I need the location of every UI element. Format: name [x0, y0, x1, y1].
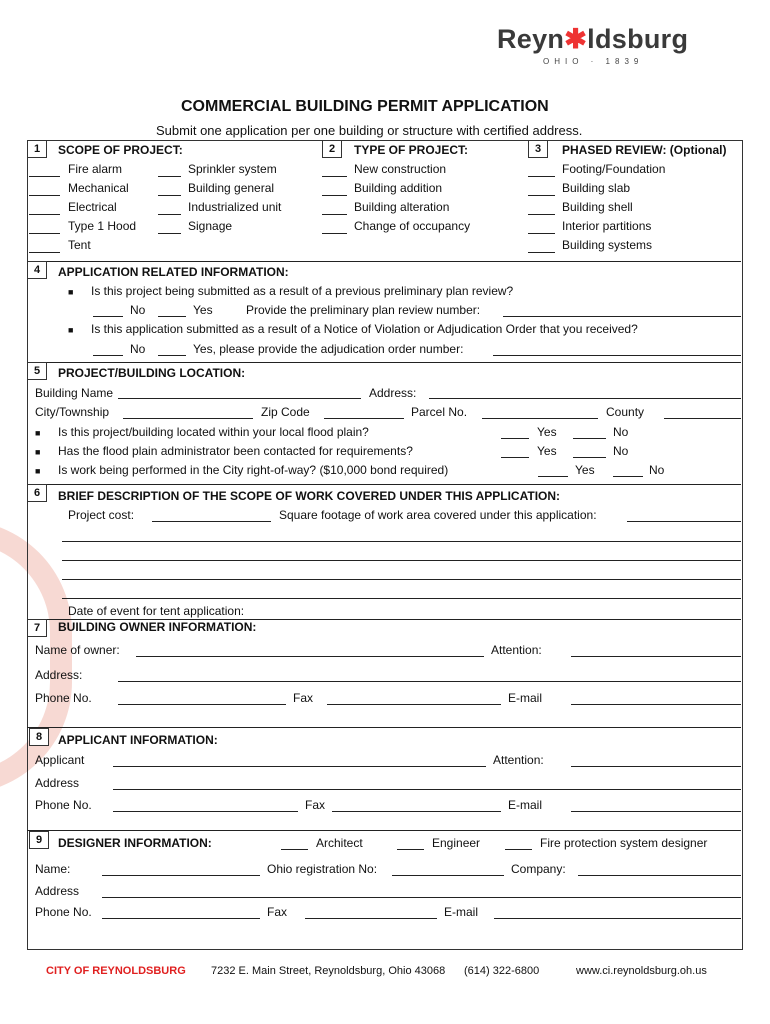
- section-heading-applicant: APPLICANT INFORMATION:: [58, 733, 218, 747]
- owner-name-field[interactable]: [136, 656, 484, 657]
- check-line[interactable]: [158, 355, 186, 356]
- adjudication-number-field[interactable]: [493, 355, 741, 356]
- designer-phone-field[interactable]: [102, 918, 260, 919]
- company-label: Company:: [511, 862, 566, 876]
- designer-email-field[interactable]: [494, 918, 741, 919]
- check-line[interactable]: [158, 233, 181, 234]
- bullet-icon: ■: [35, 428, 41, 438]
- owner-email-field[interactable]: [571, 704, 741, 705]
- bullet-icon: ■: [35, 466, 41, 476]
- bullet-icon: ■: [35, 447, 41, 457]
- option-engineer: Engineer: [432, 836, 481, 850]
- section-number: 1: [27, 140, 47, 158]
- logo: [497, 24, 688, 55]
- scope-item: Building general: [188, 181, 275, 195]
- section-number: 8: [29, 728, 49, 746]
- check-line[interactable]: [93, 355, 123, 356]
- designer-name-field[interactable]: [102, 875, 260, 876]
- logo-subtitle: OHIO · 1839: [543, 57, 644, 66]
- section-heading-type: TYPE OF PROJECT:: [354, 143, 469, 157]
- question-text: Is this project/building located within your local flood plain?: [58, 425, 369, 439]
- scope-item: Sprinkler system: [188, 162, 277, 176]
- bullet-icon: ■: [68, 325, 74, 335]
- scope-item: Tent: [68, 238, 91, 252]
- owner-address-label: Address:: [35, 668, 83, 682]
- check-line[interactable]: [158, 195, 181, 196]
- building-name-label: Building Name: [35, 386, 114, 400]
- section-number: 7: [27, 619, 47, 637]
- designer-phone-label: Phone No.: [35, 905, 92, 919]
- section-number: 6: [27, 484, 47, 502]
- designer-name-label: Name:: [35, 862, 71, 876]
- zip-field[interactable]: [324, 418, 404, 419]
- section-heading-designer: DESIGNER INFORMATION:: [58, 836, 212, 850]
- description-line[interactable]: [62, 560, 741, 561]
- scope-item: Electrical: [68, 200, 117, 214]
- check-line[interactable]: [528, 252, 555, 253]
- county-field[interactable]: [664, 418, 741, 419]
- page-subtitle: Submit one application per one building or structure with certified address.: [156, 123, 583, 138]
- page-title: COMMERCIAL BUILDING PERMIT APPLICATION: [181, 98, 549, 115]
- footer-city: CITY OF REYNOLDSBURG: [46, 965, 186, 977]
- building-name-field[interactable]: [118, 398, 361, 399]
- option-no: No: [130, 342, 146, 356]
- check-line[interactable]: [501, 457, 529, 458]
- section-divider: [27, 830, 741, 831]
- applicant-address-field[interactable]: [113, 789, 741, 790]
- applicant-phone-field[interactable]: [113, 811, 298, 812]
- check-line[interactable]: [29, 176, 60, 177]
- section-number: 4: [27, 261, 47, 279]
- option-yes: Yes: [575, 463, 595, 477]
- check-line[interactable]: [29, 233, 60, 234]
- description-line[interactable]: [62, 598, 741, 599]
- review-number-field[interactable]: [503, 316, 741, 317]
- check-line[interactable]: [322, 176, 347, 177]
- scope-item: Fire alarm: [68, 162, 123, 176]
- owner-phone-field[interactable]: [118, 704, 286, 705]
- applicant-email-field[interactable]: [571, 811, 741, 812]
- address-label: Address:: [369, 386, 417, 400]
- option-fire-designer: Fire protection system designer: [540, 836, 708, 850]
- ohio-registration-field[interactable]: [392, 875, 504, 876]
- check-line[interactable]: [158, 214, 181, 215]
- star-icon: ✱: [564, 24, 588, 54]
- city-field[interactable]: [123, 418, 253, 419]
- company-field[interactable]: [578, 875, 741, 876]
- applicant-phone-label: Phone No.: [35, 798, 92, 812]
- check-line[interactable]: [528, 214, 555, 215]
- section-heading-phased: PHASED REVIEW: (Optional): [562, 143, 727, 157]
- check-line[interactable]: [538, 476, 568, 477]
- section-divider: [27, 727, 741, 728]
- adjudication-label: Yes, please provide the adjudication order number:: [193, 342, 464, 356]
- check-line[interactable]: [505, 849, 532, 850]
- applicant-field[interactable]: [113, 766, 486, 767]
- footer-address: 7232 E. Main Street, Reynoldsburg, Ohio 43068: [211, 965, 446, 977]
- square-footage-field[interactable]: [627, 521, 741, 522]
- section-heading-scope-description: BRIEF DESCRIPTION OF THE SCOPE OF WORK COVERED UNDER THIS APPLICATION:: [58, 489, 561, 503]
- parcel-field[interactable]: [482, 418, 598, 419]
- check-line[interactable]: [501, 438, 529, 439]
- check-line[interactable]: [528, 195, 555, 196]
- type-item: New construction: [354, 162, 447, 176]
- check-line[interactable]: [528, 176, 555, 177]
- owner-address-field[interactable]: [118, 681, 741, 682]
- square-footage-label: Square footage of work area covered under this application:: [279, 508, 597, 522]
- section-number: 5: [27, 362, 47, 380]
- section-divider: [27, 261, 741, 262]
- section-heading-scope: SCOPE OF PROJECT:: [58, 143, 183, 157]
- applicant-fax-label: Fax: [305, 798, 326, 812]
- attention-field[interactable]: [571, 766, 741, 767]
- designer-address-label: Address: [35, 884, 80, 898]
- section-heading-app-info: APPLICATION RELATED INFORMATION:: [58, 265, 289, 279]
- section-divider: [27, 362, 741, 363]
- applicant-label: Applicant: [35, 753, 85, 767]
- phase-item: Footing/Foundation: [562, 162, 666, 176]
- tent-date-label: Date of event for tent application:: [68, 604, 245, 618]
- owner-phone-label: Phone No.: [35, 691, 92, 705]
- type-item: Building addition: [354, 181, 443, 195]
- option-no: No: [130, 303, 146, 317]
- check-line[interactable]: [322, 195, 347, 196]
- option-no: No: [649, 463, 665, 477]
- scope-item: Mechanical: [68, 181, 129, 195]
- section-number: 9: [29, 831, 49, 849]
- question-text: Is work being performed in the City right-of-way? ($10,000 bond required): [58, 463, 449, 477]
- check-line[interactable]: [528, 233, 555, 234]
- section-number: 3: [528, 140, 548, 158]
- check-line[interactable]: [573, 438, 606, 439]
- footer-website[interactable]: www.ci.reynoldsburg.oh.us: [576, 965, 707, 977]
- option-architect: Architect: [316, 836, 363, 850]
- phase-item: Interior partitions: [562, 219, 652, 233]
- check-line[interactable]: [158, 316, 186, 317]
- check-line[interactable]: [93, 316, 123, 317]
- check-line[interactable]: [158, 176, 181, 177]
- option-no: No: [613, 425, 629, 439]
- city-label: City/Township: [35, 405, 110, 419]
- scope-item: Type 1 Hood: [68, 219, 137, 233]
- logo-text-b: ldsburg: [587, 24, 689, 54]
- check-line[interactable]: [322, 214, 347, 215]
- phase-item: Building systems: [562, 238, 653, 252]
- section-heading-location: PROJECT/BUILDING LOCATION:: [58, 366, 246, 380]
- option-yes: Yes: [193, 303, 213, 317]
- footer-phone: (614) 322-6800: [464, 965, 540, 977]
- designer-address-field[interactable]: [102, 897, 741, 898]
- owner-email-label: E-mail: [508, 691, 543, 705]
- designer-email-label: E-mail: [444, 905, 479, 919]
- check-line[interactable]: [281, 849, 308, 850]
- phase-item: Building slab: [562, 181, 631, 195]
- question-text: Has the flood plain administrator been contacted for requirements?: [58, 444, 413, 458]
- zip-label: Zip Code: [261, 405, 310, 419]
- project-cost-label: Project cost:: [68, 508, 135, 522]
- scope-item: Signage: [188, 219, 233, 233]
- check-line[interactable]: [29, 252, 60, 253]
- applicant-address-label: Address: [35, 776, 80, 790]
- applicant-fax-field[interactable]: [332, 811, 501, 812]
- designer-fax-field[interactable]: [305, 918, 437, 919]
- attention-label: Attention:: [491, 643, 542, 657]
- project-cost-field[interactable]: [152, 521, 271, 522]
- section-divider: [27, 484, 741, 485]
- question-text: Is this application submitted as a result of a Notice of Violation or Adjudication Order that you received?: [91, 322, 638, 336]
- attention-field[interactable]: [571, 656, 741, 657]
- description-line[interactable]: [62, 541, 741, 542]
- question-text: Is this project being submitted as a result of a previous preliminary plan review?: [91, 284, 514, 298]
- address-field[interactable]: [429, 398, 741, 399]
- check-line[interactable]: [573, 457, 606, 458]
- review-number-label: Provide the preliminary plan review number:: [246, 303, 481, 317]
- check-line[interactable]: [29, 214, 60, 215]
- option-no: No: [613, 444, 629, 458]
- owner-fax-field[interactable]: [327, 704, 501, 705]
- bullet-icon: ■: [68, 287, 74, 297]
- scope-item: Industrialized unit: [188, 200, 282, 214]
- check-line[interactable]: [29, 195, 60, 196]
- description-line[interactable]: [62, 579, 741, 580]
- check-line[interactable]: [397, 849, 424, 850]
- owner-name-label: Name of owner:: [35, 643, 120, 657]
- attention-label: Attention:: [493, 753, 544, 767]
- designer-fax-label: Fax: [267, 905, 288, 919]
- section-heading-owner: BUILDING OWNER INFORMATION:: [58, 620, 257, 634]
- applicant-email-label: E-mail: [508, 798, 543, 812]
- option-yes: Yes: [537, 425, 557, 439]
- option-yes: Yes: [537, 444, 557, 458]
- county-label: County: [606, 405, 645, 419]
- check-line[interactable]: [322, 233, 347, 234]
- phase-item: Building shell: [562, 200, 633, 214]
- type-item: Change of occupancy: [354, 219, 471, 233]
- parcel-label: Parcel No.: [411, 405, 468, 419]
- owner-fax-label: Fax: [293, 691, 314, 705]
- ohio-registration-label: Ohio registration No:: [267, 862, 378, 876]
- logo-text-a: Reyn: [497, 24, 565, 54]
- type-item: Building alteration: [354, 200, 450, 214]
- section-number: 2: [322, 140, 342, 158]
- check-line[interactable]: [613, 476, 643, 477]
